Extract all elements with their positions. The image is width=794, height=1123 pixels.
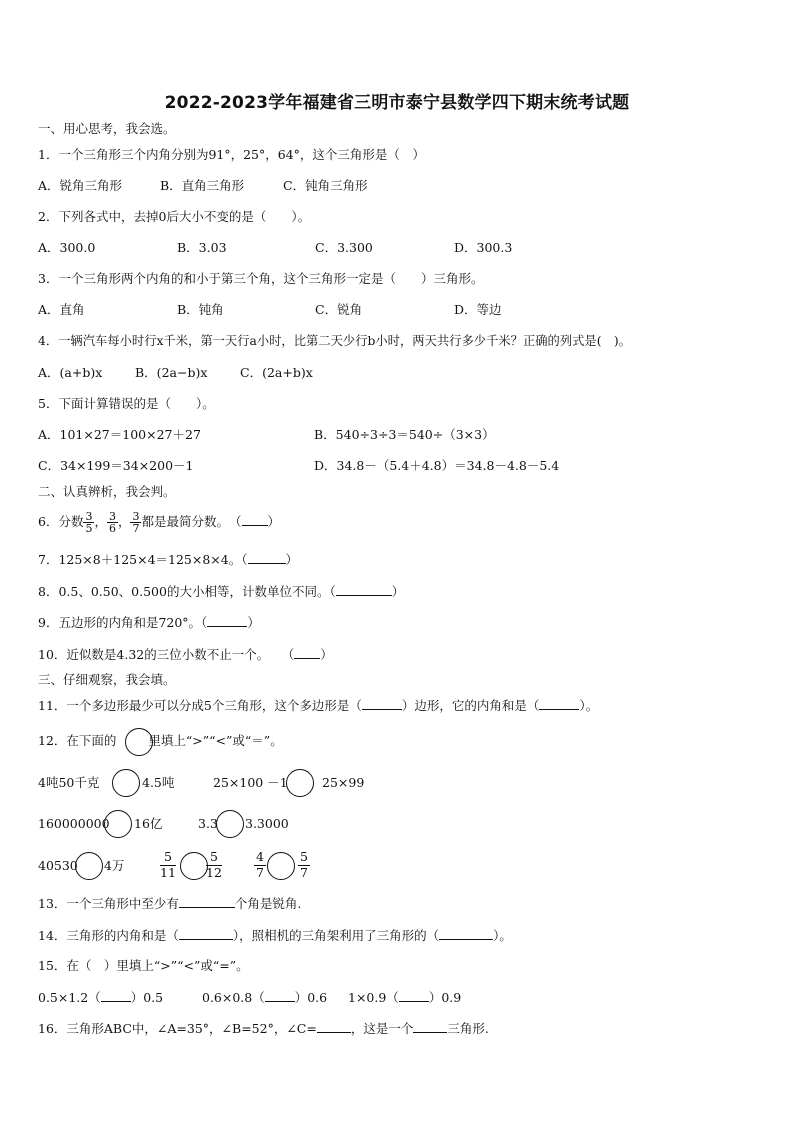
q15-p1-end: ）0.5 <box>130 990 164 1005</box>
q1-option-b: B．直角三角形 <box>160 178 245 193</box>
q2-option-c: C．3.300 <box>315 240 373 255</box>
q8-text: 8．0.5、0.50、0.500的大小相等，计数单位不同。（ <box>38 584 336 599</box>
q13-text-b: 个角是锐角. <box>234 896 302 911</box>
q15-p1-text: 0.5×1.2（ <box>38 990 101 1005</box>
q2-option-b: B．3.03 <box>177 240 227 255</box>
q12-r3-right: 4万 <box>104 858 125 873</box>
q15-part-3 <box>348 989 461 1006</box>
q12-r1-left-2: 25×100 －1 <box>213 775 288 790</box>
q5-option-b: B．540÷3÷3＝540÷（3×3） <box>314 427 495 442</box>
fraction-denominator: 5 <box>85 522 93 535</box>
q15-part-1 <box>38 989 163 1006</box>
paren-right: ） <box>285 552 299 567</box>
q12-fraction-2 <box>206 851 222 879</box>
answer-blank[interactable] <box>248 551 286 564</box>
question-10 <box>38 646 333 663</box>
q16-text-b: ，这是一个 <box>350 1021 414 1036</box>
question-12-intro <box>38 733 283 749</box>
q12-text-b: 里填上“>”“<”或“＝”。 <box>148 733 283 748</box>
question-11 <box>38 697 598 714</box>
q6-fraction-2 <box>107 511 118 534</box>
answer-blank[interactable] <box>265 989 295 1002</box>
fraction-denominator: 7 <box>300 864 308 880</box>
question-8 <box>38 583 404 600</box>
question-16 <box>38 1020 489 1037</box>
q3-option-a: A．直角 <box>38 302 85 317</box>
question-9 <box>38 614 260 631</box>
section-heading-2: 二、认真辨析，我会判。 <box>38 484 176 499</box>
fraction-numerator: 4 <box>256 849 264 864</box>
q6-fraction-1 <box>83 511 94 534</box>
fraction-numerator: 5 <box>160 851 176 866</box>
answer-blank[interactable] <box>207 614 247 627</box>
fraction-numerator: 3 <box>108 510 116 523</box>
q11-text-c: ）。 <box>579 698 599 713</box>
q1-option-c: C．钝角三角形 <box>283 178 368 193</box>
question-7 <box>38 551 298 568</box>
paren-right: ） <box>247 615 260 630</box>
question-14 <box>38 927 512 944</box>
q4-option-a: A．(a+b)x <box>38 365 103 380</box>
question-6: 6．分数 $\frac{3}{5}$ ， $\frac{3}{6}$ ， $\frac{3}{7}$ 都是最简分数。 （ ） <box>38 510 281 535</box>
q16-text-a: 16．三角形ABC中，∠A=35°，∠B=52°，∠C= <box>38 1021 317 1036</box>
q12-text-a: 12．在下面的 <box>38 733 117 748</box>
answer-blank[interactable] <box>439 927 493 940</box>
q15-p2-end: ）0.6 <box>294 990 328 1005</box>
q5-option-d: D．34.8－（5.4＋4.8）＝34.8－4.8－5.4 <box>314 458 560 473</box>
paren-left: （ <box>288 647 295 662</box>
answer-blank[interactable] <box>179 895 235 908</box>
compare-circle[interactable] <box>180 852 208 880</box>
q11-text-a: 11．一个多边形最少可以分成5个三角形，这个多边形是（ <box>38 698 362 713</box>
q11-text-b: ）边形，它的内角和是（ <box>401 698 540 713</box>
answer-blank[interactable] <box>336 583 392 596</box>
question-2: 2．下列各式中，去掉0后大小不变的是（ ）。 <box>38 209 311 224</box>
compare-circle[interactable] <box>75 852 103 880</box>
question-4: 4．一辆汽车每小时行x千米，第一天行a小时，比第二天少行b小时，两天共行多少千米？正确的列式是( )。 <box>38 334 631 348</box>
fraction-numerator: 3 <box>85 510 93 523</box>
answer-blank[interactable] <box>179 927 233 940</box>
q14-text-b: ），照相机的三角架利用了三角形的（ <box>232 928 440 943</box>
q12-r2-right-2: 3.3000 <box>245 816 289 831</box>
q12-fraction-1 <box>160 851 176 879</box>
compare-circle[interactable] <box>104 810 132 838</box>
paren-right: ） <box>267 514 281 529</box>
q5-option-c: C．34×199＝34×200－1 <box>38 458 194 473</box>
fraction-numerator: 5 <box>300 849 308 864</box>
q12-r2-left-2: 3.3 <box>198 816 218 831</box>
paren-left: （ <box>235 514 242 529</box>
page-title: 2022-2023学年福建省三明市泰宁县数学四下期末统考试题 <box>164 93 630 113</box>
q12-r2-right: 16亿 <box>134 816 163 831</box>
compare-circle[interactable] <box>286 769 314 797</box>
q3-option-d: D．等边 <box>454 302 502 317</box>
question-1: 1．一个三角形三个内角分别为91°，25°，64°，这个三角形是（ ） <box>38 147 425 162</box>
q2-option-d: D．300.3 <box>454 240 513 255</box>
q10-text: 10．近似数是4.32的三位小数不止一个。 <box>38 647 263 662</box>
fraction-denominator: 11 <box>160 864 176 880</box>
q1-option-a: A．锐角三角形 <box>38 178 123 193</box>
answer-blank[interactable] <box>101 989 131 1002</box>
q12-r1-right-2: 25×99 <box>322 775 365 790</box>
q16-text-c: 三角形. <box>447 1021 489 1036</box>
q12-r1-left: 4吨50千克 <box>38 775 100 790</box>
q15-p2-text: 0.6×0.8（ <box>202 990 265 1005</box>
q12-fraction-3 <box>254 851 266 879</box>
q15-p3-end: ）0.9 <box>428 990 462 1005</box>
q3-option-b: B．钝角 <box>177 302 224 317</box>
fraction-numerator: 5 <box>206 851 222 866</box>
q12-r3-left: 40530 <box>38 858 78 873</box>
question-3: 3．一个三角形两个内角的和小于第三个角，这个三角形一定是（ ）三角形。 <box>38 271 484 286</box>
fraction-numerator: 3 <box>132 510 140 523</box>
fraction-denominator: 7 <box>256 864 264 880</box>
q6-prefix: 6．分数 <box>38 514 84 529</box>
compare-circle[interactable] <box>112 769 140 797</box>
fraction-denominator: 6 <box>108 522 116 535</box>
paren-right: ） <box>391 584 405 599</box>
fraction-denominator: 12 <box>206 864 222 880</box>
q15-part-2 <box>202 989 327 1006</box>
answer-blank[interactable] <box>242 513 268 526</box>
q2-option-a: A．300.0 <box>38 240 96 255</box>
answer-blank[interactable] <box>317 1020 351 1033</box>
q6-suffix: 都是最简分数。 <box>141 514 223 529</box>
question-15: 15．在（ ）里填上“>”“<”或“=”。 <box>38 958 249 973</box>
q6-fraction-3 <box>130 511 141 534</box>
section-heading-1: 一、用心思考，我会选。 <box>38 121 176 136</box>
section-heading-3: 三、仔细观察，我会填。 <box>38 672 176 687</box>
q5-option-a: A．101×27＝100×27＋27 <box>38 427 201 442</box>
q4-option-b: B．(2a−b)x <box>135 365 208 380</box>
q14-text-c: ）。 <box>493 928 512 943</box>
compare-circle[interactable] <box>125 728 153 756</box>
fraction-denominator: 7 <box>132 522 140 535</box>
q12-fraction-4 <box>298 851 310 879</box>
paren-right: ） <box>320 647 333 662</box>
question-13 <box>38 895 301 912</box>
q3-option-c: C．锐角 <box>315 302 363 317</box>
compare-circle[interactable] <box>267 852 295 880</box>
q9-text: 9．五边形的内角和是720°。（ <box>38 615 208 630</box>
answer-blank[interactable] <box>539 697 579 710</box>
q12-r2-left: 160000000 <box>38 816 110 831</box>
q4-option-c: C．(2a+b)x <box>240 365 313 380</box>
q7-text: 7．125×8＋125×4＝125×8×4。（ <box>38 552 248 567</box>
answer-blank[interactable] <box>294 646 320 659</box>
question-5: 5．下面计算错误的是（ ）。 <box>38 396 215 411</box>
q14-text-a: 14．三角形的内角和是（ <box>38 928 179 943</box>
answer-blank[interactable] <box>399 989 429 1002</box>
q12-r1-right: 4.5吨 <box>142 775 175 790</box>
q15-p3-text: 1×0.9（ <box>348 990 399 1005</box>
answer-blank[interactable] <box>413 1020 447 1033</box>
compare-circle[interactable] <box>216 810 244 838</box>
answer-blank[interactable] <box>362 697 402 710</box>
q13-text-a: 13．一个三角形中至少有 <box>38 896 179 911</box>
